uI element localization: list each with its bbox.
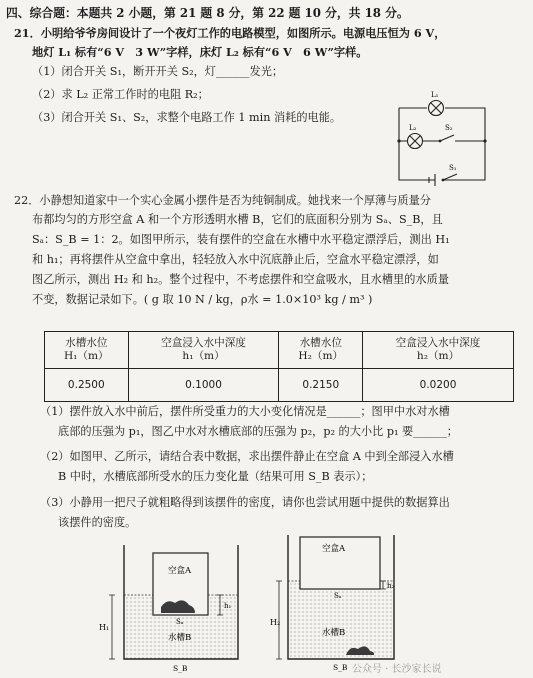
q21-line-1: 21．小明给爷爷房间设计了一个夜灯工作的电路模型，如图所示。电源电压恒为 6 V， <box>14 26 446 40</box>
label-h2: h₂ <box>387 582 395 590</box>
q21-line-2: 地灯 L₁ 标有“6 V 3 W”字样，床灯 L₂ 标有“6 V 6 W”字样。 <box>32 45 368 59</box>
figure-yi <box>270 535 402 673</box>
table-cell: 0.1000 <box>128 369 279 402</box>
table-header-cell: 水槽水位 H₂（m） <box>279 332 363 369</box>
q22-line-5: 图乙所示，测出 H₂ 和 h₂。整个过程中，不考虑摆件和空盒吸水，且水槽里的水质量 <box>32 273 449 286</box>
table-header-row <box>45 332 514 369</box>
q22-line-6: 不变，数据记录如下。( g 取 10 N / kg，ρ水 = 1.0×10³ kg / m³ ) <box>32 293 373 306</box>
label-H1: H₁ <box>99 623 110 632</box>
label-sb: S_B <box>173 664 188 673</box>
label-l2: L₂ <box>409 124 417 132</box>
label-s2: S₂ <box>445 124 453 132</box>
label-h1: h₁ <box>224 602 232 610</box>
label-tank-b: 水槽B <box>168 633 192 643</box>
label-H2: H₂ <box>270 618 281 627</box>
table-row <box>45 369 514 402</box>
label-s1: S₁ <box>449 164 457 172</box>
figure-jia <box>98 545 268 673</box>
label-l1: L₁ <box>431 91 439 99</box>
table-header-cell: 空盒浸入水中深度 h₂（m） <box>363 332 514 369</box>
q22-part-3b: 该摆件的密度。 <box>58 516 137 529</box>
q22-part-1a: （1）摆件放入水中前后，摆件所受重力的大小变化情况是______；图甲中水对水槽 <box>40 405 450 418</box>
label-box-a: 空盒A <box>168 566 192 576</box>
q22-line-3: Sₐ：S_B = 1：2。如图甲所示，装有摆件的空盒在水槽中水平稳定漂浮后，测出 H₁ <box>32 233 450 246</box>
q22-line-1: 22．小静想知道家中一个实心金属小摆件是否为纯铜制成。她找来一个厚薄与质量分 <box>14 194 431 207</box>
table-cell: 0.2150 <box>279 369 363 402</box>
section-title: 四、综合题：本题共 2 小题，第 21 题 8 分，第 22 题 10 分，共 18 分。 <box>6 6 409 20</box>
q21-part-3: （3）闭合开关 S₁、S₂，求整个电路工作 1 min 消耗的电能。 <box>32 111 342 124</box>
watermark: 公众号 · 长沙家长说 <box>352 664 442 675</box>
label-sa: Sₐ <box>176 618 184 626</box>
table-cell: 0.0200 <box>363 369 514 402</box>
label-sb-2: S_B <box>333 663 348 672</box>
table-header-cell: 水槽水位 H₁（m） <box>45 332 129 369</box>
label-box-a-2: 空盒A <box>322 544 346 554</box>
circuit-diagram <box>385 86 495 189</box>
q21-part-2: （2）求 L₂ 正常工作时的电阻 R₂； <box>32 88 209 101</box>
label-tank-b-2: 水槽B <box>322 628 346 638</box>
q22-part-3a: （3）小静用一把尺子就粗略得到该摆件的密度，请你也尝试用题中提供的数据算出 <box>40 496 450 509</box>
q22-part-2b: B 中时，水槽底部所受水的压力变化量（结果可用 S_B 表示）； <box>58 470 373 483</box>
table-header-cell: 空盒浸入水中深度 h₁（m） <box>128 332 279 369</box>
data-table <box>44 331 514 402</box>
table-cell: 0.2500 <box>45 369 129 402</box>
q22-part-1b: 底部的压强为 p₁，图乙中水对水槽底部的压强为 p₂，p₂ 的大小比 p₁ 要______； <box>58 425 458 438</box>
q21-part-1: （1）闭合开关 S₁，断开开关 S₂，灯______发光； <box>32 65 284 78</box>
q22-part-2a: （2）如图甲、乙所示，请结合表中数据，求出摆件静止在空盒 A 中到全部浸入水槽 <box>40 450 454 463</box>
label-sa-2: Sₐ <box>334 592 342 600</box>
q22-line-2: 布都均匀的方形空盒 A 和一个方形透明水槽 B，它们的底面积分别为 Sₐ、S_B，且 <box>32 213 443 226</box>
q22-line-4: 和 h₁；再将摆件从空盒中拿出，轻轻放入水中沉底静止后，空盒水平稳定漂浮，如 <box>32 253 439 266</box>
